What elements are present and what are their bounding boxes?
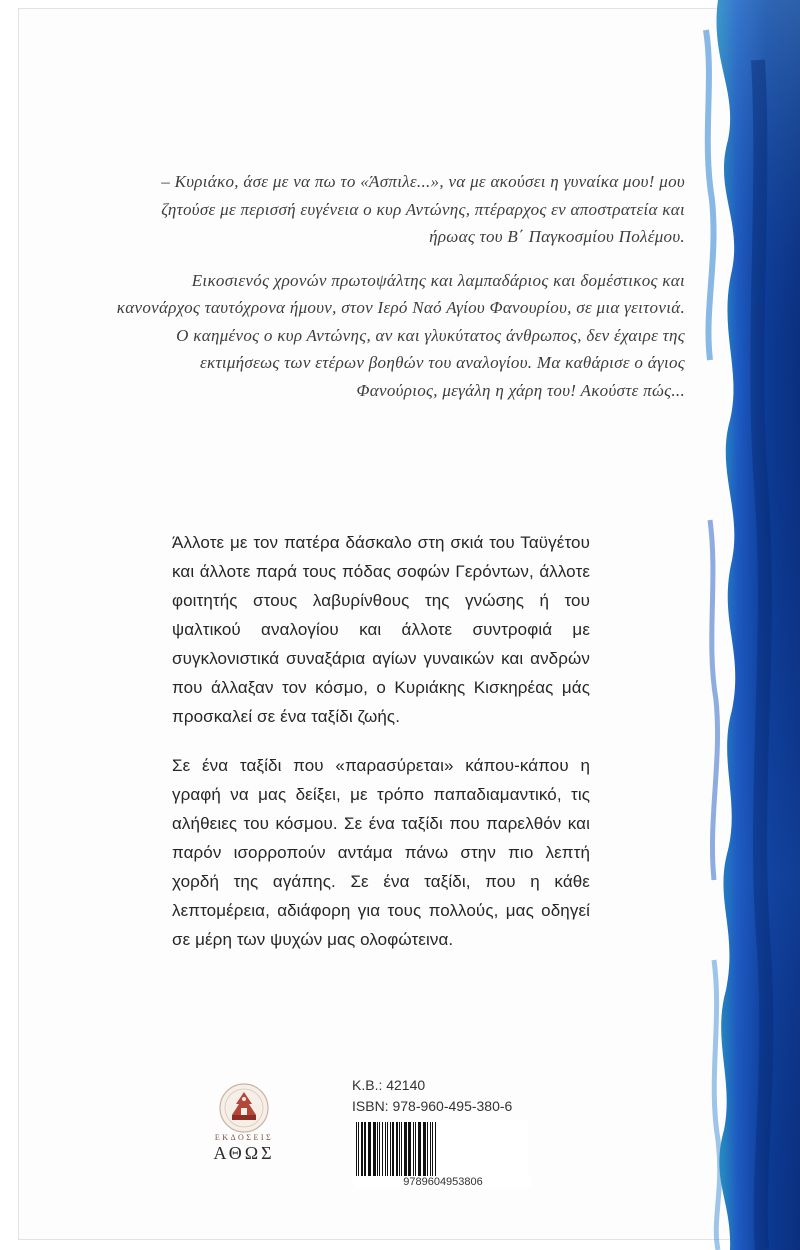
barcode-bar xyxy=(382,1122,383,1176)
barcode-bar xyxy=(396,1122,398,1176)
barcode-bar xyxy=(399,1122,400,1176)
publisher-label: ΕΚΔΟΣΕΙΣ xyxy=(214,1133,274,1142)
barcode-bar xyxy=(427,1122,428,1176)
isbn: ISBN: 978-960-495-380-6 xyxy=(352,1098,513,1114)
barcode xyxy=(352,1120,528,1182)
barcode-bar xyxy=(387,1122,388,1176)
barcode-bar xyxy=(423,1122,426,1176)
barcode-bar xyxy=(390,1122,391,1176)
blue-brushstroke-stripe xyxy=(688,0,800,1250)
barcode-bar xyxy=(358,1122,359,1176)
barcode-bar xyxy=(377,1122,378,1176)
barcode-bar xyxy=(413,1122,414,1176)
barcode-number: 9789604953806 xyxy=(355,1176,531,1188)
barcode-bar xyxy=(435,1122,436,1176)
barcode-bar xyxy=(364,1122,366,1176)
book-info xyxy=(352,1075,512,1117)
quote-excerpt xyxy=(115,168,685,420)
barcode-bar xyxy=(401,1122,402,1176)
barcode-bar xyxy=(373,1122,376,1176)
barcode-bar xyxy=(392,1122,394,1176)
barcode-bar xyxy=(385,1122,386,1176)
barcode-bar xyxy=(404,1122,407,1176)
barcode-bar xyxy=(361,1122,363,1176)
barcode-bar xyxy=(379,1122,380,1176)
quote-paragraph: Εικοσιενός χρονών πρωτοψάλτης και λαμπαδάριος και δομέστικος και κανονάρχος ταυτόχρονα ήμουν, στον Ιερό Ναό Αγίου Φανουρίου, σε μια γειτονιά. Ο καημένος ο κυρ Αντώνης, αν και γλυκύτατος άνθρωπος, δεν έχαιρε της εκτιμήσεως των ετέρων βοηθών του αναλογίου. Μα καθάρισε ο άγιος Φανούριος, μεγάλη η χάρη του! Ακούστε πώς... xyxy=(116,270,685,400)
description-paragraph: Σε ένα ταξίδι που «παρασύρεται» κάπου-κάπου η γραφή να μας δείξει, με τρόπο παπαδιαμαντικό, τις αλήθειες του κόσμου. Σε ένα ταξίδι που παρελθόν και παρόν ισορροπούν αντάμα πάνω στην πιο λεπτή χορδή της αγάπης. Σε ένα ταξίδι, που η κάθε λεπτομέρεια, αδιάφορη για τους πολλούς, μας οδηγεί σε μέρη των ψυχών μας ολοφώτεινα. xyxy=(172,756,590,949)
book-description xyxy=(172,528,590,974)
barcode-bar xyxy=(418,1122,421,1176)
description-paragraph: Άλλοτε με τον πατέρα δάσκαλο στη σκιά του Ταϋγέτου και άλλοτε παρά τους πόδας σοφών Γερόντων, άλλοτε φοιτητής στους λαβυρίνθους της γνώσης ή του ψαλτικού αναλογίου και άλλοτε συντροφιά με συγκλονιστικά συναξάρια αγίων γυναικών και ανδρών που άλλαξαν τον κόσμο, ο Κυριάκης Κισκηρέας μάς προσκαλεί σε ένα ταξίδι ζωής. xyxy=(172,533,590,726)
quote-paragraph: – Κυριάκο, άσε με να πω το «Άσπιλε...», να με ακούσει η γυναίκα μου! μου ζητούσε με περισσή ευγένεια ο κυρ Αντώνης, πτέραρχος εν αποστρατεία και ήρωας του Β΄ Παγκοσμίου Πολέμου. xyxy=(161,172,685,246)
barcode-bar xyxy=(368,1122,371,1176)
barcode-bar xyxy=(432,1122,433,1176)
barcode-bar xyxy=(415,1122,416,1176)
kb-code: Κ.Β.: 42140 xyxy=(352,1077,426,1093)
publisher-name: ΑΘΩΣ xyxy=(213,1143,275,1163)
publisher-logo-icon xyxy=(190,1082,298,1134)
barcode-bar xyxy=(430,1122,431,1176)
barcode-bar xyxy=(356,1122,357,1176)
barcode-bar xyxy=(408,1122,411,1176)
publisher-block xyxy=(190,1082,298,1166)
